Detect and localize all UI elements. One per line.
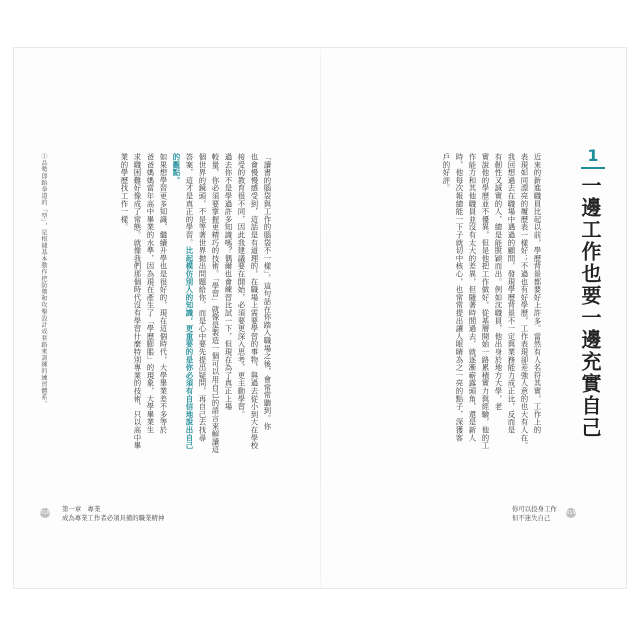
right-running-head-line-1: 你可以投身工作 [512, 505, 557, 513]
left-running-head [62, 505, 164, 523]
right-running-head [512, 505, 557, 523]
chapter-title: 一邊工作也要一邊充實自己 [578, 175, 602, 439]
book-gutter [320, 48, 321, 588]
right-page-number: 019 [566, 510, 576, 516]
chapter-number-underline [581, 167, 605, 169]
left-body-col-7-text: 答案，這才是真正的學習。 [185, 153, 194, 247]
left-running-head-line-2: 成為專業工作者必須具備的職業精神 [62, 514, 165, 522]
chapter-number: 1 [587, 146, 599, 165]
highlight-sentence: 比起模仿別人的知識，更重要的是你必須有自信地說出自己 [185, 246, 194, 450]
left-page-number: 018 [40, 510, 50, 516]
right-running-head-line-2: 但不迷失自己 [512, 514, 551, 522]
left-running-head-line-1: 第一章 專業 [62, 505, 101, 513]
